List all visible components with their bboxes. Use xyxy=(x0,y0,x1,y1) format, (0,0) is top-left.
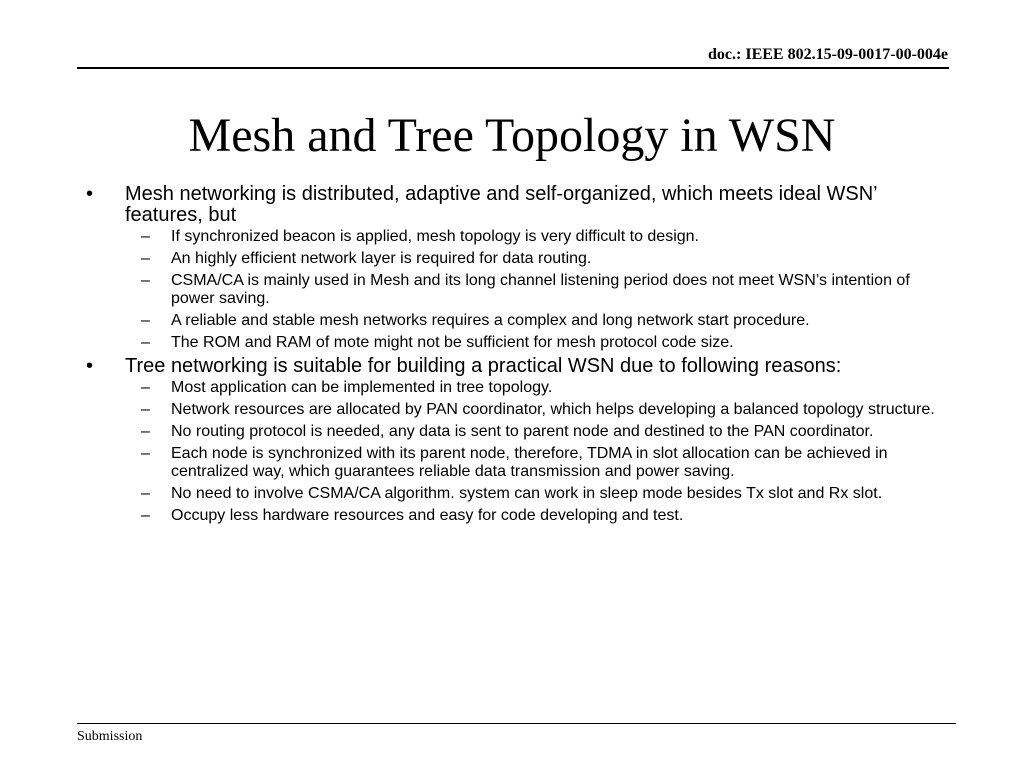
dash-icon: – xyxy=(141,507,150,524)
sub-bullet xyxy=(125,423,944,441)
footer-submission: Submission xyxy=(77,729,143,744)
sub-bullet xyxy=(125,379,944,397)
mesh-sub-bullets xyxy=(125,228,944,352)
sub-bullet xyxy=(125,445,944,481)
dash-icon: – xyxy=(141,485,150,502)
sub-bullet-text: If synchronized beacon is applied, mesh topology is very difficult to design. xyxy=(171,228,699,245)
slide-body xyxy=(84,184,944,529)
dash-icon: – xyxy=(141,401,150,418)
bullet-text: Tree networking is suitable for building a practical WSN due to following reasons: xyxy=(125,355,842,377)
sub-bullet-text: No need to involve CSMA/CA algorithm. system can work in sleep mode besides Tx slot and Rx slot. xyxy=(171,485,883,502)
document-id-header: doc.: IEEE 802.15-09-0017-00-004e xyxy=(708,46,948,63)
dash-icon: – xyxy=(141,312,150,329)
sub-bullet-text: Most application can be implemented in tree topology. xyxy=(171,379,553,396)
bullet-mesh-networking xyxy=(84,184,944,352)
slide-title: Mesh and Tree Topology in WSN xyxy=(188,109,836,162)
dash-icon: – xyxy=(141,272,150,289)
dash-icon: – xyxy=(141,445,150,462)
bullet-dot-icon: • xyxy=(86,183,94,205)
sub-bullet-text: An highly efficient network layer is required for data routing. xyxy=(171,250,592,267)
sub-bullet-text: Each node is synchronized with its parent node, therefore, TDMA in slot allocation can be achieved in centralized way, which guarantees reliable data transmission and power saving. xyxy=(171,445,888,480)
dash-icon: – xyxy=(141,250,150,267)
sub-bullet xyxy=(125,507,944,525)
dash-icon: – xyxy=(141,334,150,351)
header-rule xyxy=(77,67,949,69)
bullet-dot-icon: • xyxy=(86,355,94,377)
bullet-text: Mesh networking is distributed, adaptive and self-organized, which meets ideal WSN’ features, but xyxy=(125,183,877,226)
sub-bullet-text: No routing protocol is needed, any data is sent to parent node and destined to the PAN coordinator. xyxy=(171,423,874,440)
dash-icon: – xyxy=(141,228,150,245)
sub-bullet-text: Occupy less hardware resources and easy for code developing and test. xyxy=(171,507,684,524)
sub-bullet-text: Network resources are allocated by PAN coordinator, which helps developing a balanced topology structure. xyxy=(171,401,935,418)
sub-bullet xyxy=(125,272,944,308)
sub-bullet-text: The ROM and RAM of mote might not be sufficient for mesh protocol code size. xyxy=(171,334,734,351)
tree-sub-bullets xyxy=(125,379,944,525)
sub-bullet xyxy=(125,485,944,503)
sub-bullet xyxy=(125,334,944,352)
sub-bullet xyxy=(125,312,944,330)
footer-rule xyxy=(77,723,956,724)
bullet-tree-networking xyxy=(84,356,944,525)
sub-bullet xyxy=(125,250,944,268)
dash-icon: – xyxy=(141,423,150,440)
dash-icon: – xyxy=(141,379,150,396)
sub-bullet xyxy=(125,401,944,419)
sub-bullet-text: CSMA/CA is mainly used in Mesh and its long channel listening period does not meet WSN’s intention of power saving. xyxy=(171,272,910,307)
sub-bullet-text: A reliable and stable mesh networks requires a complex and long network start procedure. xyxy=(171,312,810,329)
sub-bullet xyxy=(125,228,944,246)
